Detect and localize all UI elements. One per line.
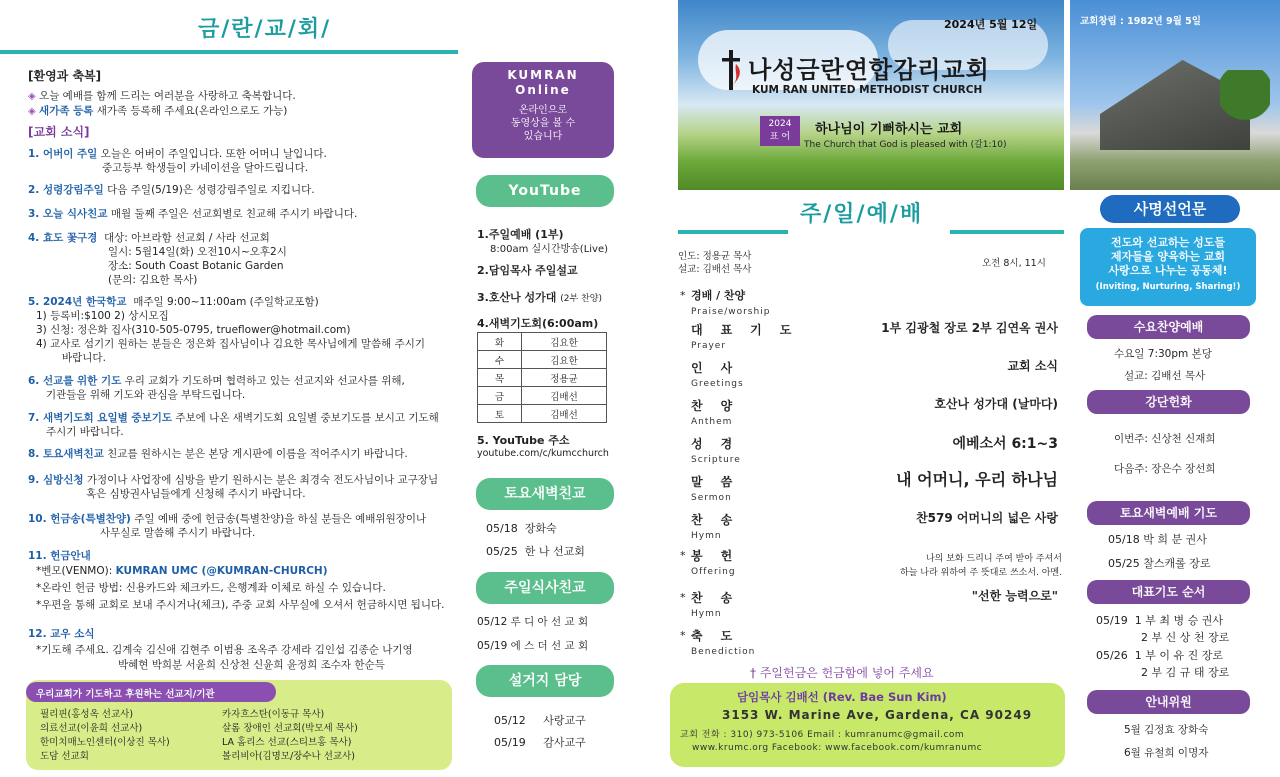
pulpit-this-week: 이번주: 신상천 신재희 [1114,433,1216,445]
worship-detail: 내 어머니, 우리 하나님 [896,470,1058,489]
news-4-text-3: 장소: South Coast Botanic Garden [108,260,284,272]
diamond-icon: ◈ [28,91,36,102]
youtube-pill[interactable]: YouTube [476,175,614,207]
offering-prayer-2: 하늘 나라 위하여 주 뜻대로 쓰소서. 아멘. [900,568,1062,578]
sat-dawn-1: 05/18 박 희 분 권사 [1108,533,1207,546]
rep-prayer-2b: 2 부 김 규 태 장로 [1141,666,1230,679]
worship-role-en: Praise/worship [691,307,771,317]
news-10-title: 10. 헌금송(특별찬양) [28,513,131,525]
news-5-text-3: 4) 교사로 섬기기 원하는 분들은 정은화 집사님이나 김요한 목사님에게 말씀해 주시기 [36,338,426,350]
news-9-text-2: 혹은 심방권사님들에게 신청해 주시기 바랍니다. [86,488,306,500]
news-4-text-2: 일시: 5월14일(화) 오전10시~오후2시 [108,246,287,258]
sat-1-date: 05/18 [486,522,518,535]
news-11-title: 11. 헌금안내 [28,550,91,562]
umc-logo-icon [718,50,746,90]
sat-dawn-prayer-pill: 토요새벽예배 기도 [1087,501,1250,525]
online-title: KUMRAN Online [507,68,579,97]
kumran-online-box[interactable] [472,62,614,158]
motto-en: The Church that God is pleased with (갈1:10) [804,140,1007,150]
news-2 [28,184,315,197]
rep-prayer-pill: 대표기도 순서 [1087,580,1250,604]
yt-5-url[interactable]: youtube.com/c/kumcchurch [477,448,609,459]
news-12-text-1: *기도해 주세요. 김계숙 김신애 김현주 이범용 조옥주 강세라 김인섭 김종순 나기영 [36,644,413,656]
yt-1: 1.주일예배 (1부) [477,228,564,241]
worship-role-en: Anthem [691,417,733,427]
rep-prayer-2a: 1 부 이 유 진 장로 [1134,649,1223,662]
online-text: 온라인으로 동영상을 볼 수 있습니다 [510,105,576,142]
worship-star: * [680,549,686,562]
worship-detail: 호산나 성가대 (날마다) [934,397,1058,411]
news-5-text-4: 바랍니다. [62,352,106,364]
news-8-title: 8. 토요새벽친교 [28,448,104,460]
news-9-title: 9. 심방신청 [28,474,84,486]
rep-prayer-1 [1096,612,1223,628]
news-1-text-2: 중고등부 학생들이 카네이션을 달아드립니다. [102,162,309,174]
new-family-label: 새가족 등록 [39,105,94,117]
news-7-text: 주보에 나온 새벽기도회 요일별 중보기도를 보시고 기도해 [175,412,439,424]
news-4-text-1: 대상: 아브라함 선교회 / 사라 선교회 [104,232,270,244]
yt-3-note: (2부 찬양) [560,294,602,304]
news-4-title: 4. 효도 꽃구경 [28,232,98,244]
news-11-venmo [36,565,328,578]
missions-left [40,708,170,764]
yt-3-text: 3.호산나 성가대 [477,291,557,304]
yt-3 [477,289,602,305]
welcome-text-2: 새가족 등록해 주세요(온라인으로도 가능) [96,105,288,117]
mission-org-item: LA 홈리스 선교(스티브홍 목사) [222,737,352,748]
dish-1 [494,712,586,728]
mission-statement-en: (Inviting, Nurturing, Sharing!) [1095,282,1241,292]
dawn-leader-cell: 김배선 [522,387,607,405]
dawn-day-cell: 화 [478,333,522,351]
dawn-table-row [478,333,607,351]
palm-tree-shape [1220,70,1270,180]
dawn-table-row [478,387,607,405]
news-12-title: 12. 교우 소식 [28,628,95,640]
usher-june: 6월 유철희 이명자 [1124,747,1209,759]
mission-org-item: 도담 선교회 [40,751,89,762]
dawn-leader-cell: 정용균 [522,369,607,387]
dawn-leader-cell: 김배선 [522,405,607,423]
pulpit-flower-pill: 강단헌화 [1087,390,1250,414]
worship-star: * [680,629,686,642]
mission-org-item: 카자흐스탄(이동규 목사) [222,709,325,720]
dawn-day-cell: 수 [478,351,522,369]
news-5-text-1: 1) 등록비:$100 2) 상시모집 [36,310,169,322]
news-12 [28,628,94,641]
dish-duty-pill: 설거지 담당 [476,665,614,697]
venmo-label: *벤모(VENMO): [36,565,116,577]
sat-1-name: 장화숙 [524,522,557,535]
worship-role: 봉헌 [691,549,751,563]
left-divider [0,50,458,54]
news-4 [28,232,270,245]
rep-prayer-1b: 2 부 신 상 천 장로 [1141,631,1230,644]
yt-5: 5. YouTube 주소 [477,434,570,447]
news-5 [28,296,319,309]
left-title: 금/란/교/회/ [198,17,332,42]
news-11 [28,550,91,563]
worship-star: * [680,289,686,302]
worship-leader: 인도: 정용균 목사 [678,251,752,262]
usher-pill: 안내위원 [1087,690,1250,714]
mission-statement-text: 전도와 선교하는 성도들 제자들을 양육하는 교회 사랑으로 나누는 공동체! [1108,236,1228,277]
address-line: 3153 W. Marine Ave, Gardena, CA 90249 [722,708,1033,722]
news-12-text-2: 박혜현 박희분 서윤희 신상천 신윤희 윤정희 조수자 한순득 [118,659,385,671]
worship-title: 주/일/예/배 [800,202,924,227]
news-7 [28,412,439,425]
worship-role: 축도 [691,629,751,643]
mission-org-item: 한미치매노인센터(이상진 목사) [40,737,170,748]
news-4-text-4: (문의: 김요한 목사) [108,274,198,286]
news-6-text-2: 기관들을 위해 기도와 관심을 부탁드립니다. [46,389,246,401]
church-name-kr: 나성금란연합감리교회 [748,56,990,84]
yt-2: 2.담임목사 주일설교 [477,264,578,277]
dawn-prayer-table [477,332,607,423]
wed-time: 수요일 7:30pm 본당 [1114,348,1212,360]
worship-detail: 1부 김광철 장로 2부 김연옥 권사 [881,321,1058,335]
news-6-text: 우리 교회가 기도하며 협력하고 있는 선교지와 선교사를 위해, [124,375,405,387]
rep-prayer-1-date: 05/19 [1096,614,1128,627]
worship-role: 대표기도 [691,323,810,337]
worship-role-en: Prayer [691,341,727,351]
venmo-account: KUMRAN UMC (@KUMRAN-CHURCH) [115,565,328,577]
news-8-text: 친교를 원하시는 분은 본당 게시판에 이름을 적어주시기 바랍니다. [107,448,408,460]
welcome-text-1: 오늘 예배를 함께 드리는 여러분을 사랑하고 축복합니다. [39,90,296,102]
worship-preacher: 설교: 김배선 목사 [678,264,752,275]
worship-role-en: Hymn [691,609,722,619]
worship-role: 성경 [691,437,751,451]
worship-role: 찬송 [691,513,751,527]
sat-2-date: 05/25 [486,545,518,558]
welcome-line-2 [28,105,287,118]
dawn-leader-cell: 김요한 [522,333,607,351]
news-9-text: 가정이나 사업장에 심방을 받기 원하시는 분은 최경숙 전도사님이나 교구장님 [86,474,439,486]
church-name-en: KUM RAN UNITED METHODIST CHURCH [752,84,983,96]
worship-role-en: Hymn [691,531,722,541]
dawn-day-cell: 토 [478,405,522,423]
dish-2-name: 감사교구 [543,736,586,749]
dawn-table-row [478,369,607,387]
worship-detail: 에베소서 6:1~3 [952,436,1058,452]
news-7-text-2: 주시기 바랍니다. [46,426,124,438]
dawn-day-cell: 목 [478,369,522,387]
worship-role-en: Greetings [691,379,744,389]
news-heading: [교회 소식] [28,125,90,139]
mission-statement-pill: 사명선언문 [1100,195,1240,223]
news-2-text: 다음 주일(5/19)은 성령강림주일로 지킵니다. [107,184,315,196]
rep-prayer-2 [1096,647,1223,663]
worship-role-en: Benediction [691,647,756,657]
news-3-title: 3. 오늘 식사친교 [28,208,108,220]
phone-line: 교회 전화 : 310) 973-5106 Email : kumranumc@gmail.com [680,730,965,740]
dish-2 [494,734,586,750]
news-5-title: 5. 2024년 한국학교 [28,296,127,308]
worship-role: 찬양 [691,399,751,413]
motto-kr: 하나님이 기뻐하시는 교회 [815,122,963,137]
news-7-title: 7. 새벽기도회 요일별 중보기도 [28,412,172,424]
news-10-text-2: 사무실로 말씀해 주시기 바랍니다. [100,527,256,539]
year-badge: 2024 표 어 [760,116,800,146]
news-9 [28,474,438,487]
sat-2-name: 한 나 선교회 [524,545,585,558]
worship-detail: 찬579 어머니의 넓은 사랑 [916,511,1058,525]
news-6-title: 6. 선교를 위한 기도 [28,375,122,387]
news-3-text: 매월 둘째 주일은 선교회별로 친교해 주시기 바랍니다. [110,208,358,220]
rep-prayer-1a: 1 부 최 병 승 권사 [1134,614,1223,627]
worship-times: 오전 8시, 11시 [982,258,1046,269]
news-2-title: 2. 성령강림주일 [28,184,104,196]
news-1-title: 1. 어버이 주일 [28,148,98,160]
dish-1-date: 05/12 [494,714,526,727]
mission-org-item: 살롬 장애인 선교회(박모세 목사) [222,723,358,734]
meal-2: 05/19 에 스 더 선 교 회 [477,640,589,652]
news-3 [28,208,357,221]
offering-prayer-1: 나의 보화 드리니 주여 받아 주셔서 [925,554,1062,564]
mission-support-header: 우리교회가 기도하고 후원하는 선교지/기관 [26,682,276,702]
worship-detail: "선한 능력으로" [971,589,1058,603]
news-1-text: 오늘은 어버이 주일입니다. 또한 어머니 날입니다. [100,148,327,160]
dawn-table-row [478,405,607,423]
dawn-day-cell: 금 [478,387,522,405]
diamond-icon: ◈ [28,106,36,117]
dawn-table-row [478,351,607,369]
welcome-line-1 [28,90,296,103]
sat-dawn-2: 05/25 찰스캐롤 장로 [1108,557,1211,570]
worship-role: 찬송 [691,591,751,605]
worship-role-en: Offering [691,567,736,577]
dish-2-date: 05/19 [494,736,526,749]
founded-date: 교회창립 : 1982년 9월 5일 [1080,16,1201,27]
worship-detail: 교회 소식 [1007,359,1058,373]
wed-service-pill: 수요찬양예배 [1087,315,1250,339]
worship-role-en: Scripture [691,455,741,465]
usher-may: 5월 김정효 장화숙 [1124,724,1209,736]
wed-preacher: 설교: 김배선 목사 [1124,370,1206,382]
worship-role: 말씀 [691,475,751,489]
mission-org-item: 의료선교(이윤희 선교사) [40,723,143,734]
rep-prayer-2-date: 05/26 [1096,649,1128,662]
offering-notice: † 주일헌금은 헌금함에 넣어 주세요 [750,666,934,680]
yt-4: 4.새벽기도회(6:00am) [477,317,599,330]
bulletin-date: 2024년 5월 12일 [944,18,1038,31]
worship-divider-left [678,230,788,234]
sat-fellowship-pill: 토요새벽친교 [476,478,614,510]
news-8 [28,448,408,461]
news-10-text: 주일 예배 중에 헌금송(특별찬양)을 하실 분들은 예배위원장이나 [134,513,427,525]
dawn-leader-cell: 김요한 [522,351,607,369]
sat-fellowship-1 [486,520,557,536]
mission-org-item: 볼리비아(김명모/장수나 선교사) [222,751,355,762]
news-5-text-2: 3) 신청: 정은화 집사(310-505-0795, trueflower@hotmail.com) [36,324,351,336]
news-11-text-3: *우편을 통해 교회로 보내 주시거나(체크), 주중 교회 사무실에 오셔서 헌금하시면 됩니다. [36,599,445,611]
mission-org-item: 필리핀(홍성옥 선교사) [40,709,134,720]
pulpit-next-week: 다음주: 장은수 장선희 [1114,463,1216,475]
worship-role: 인사 [691,361,751,375]
news-5-text: 매주일 9:00~11:00am (주일학교포함) [133,296,319,308]
worship-divider-right [950,230,1064,234]
pastor-line: 담임목사 김배선 (Rev. Bae Sun Kim) [737,690,947,704]
meal-fellowship-pill: 주일식사친교 [476,572,614,604]
worship-role-en: Sermon [691,493,732,503]
church-building-photo [1070,0,1280,190]
news-11-text-2: *온라인 헌금 방법: 신용카드와 체크카드, 은행계좌 이체로 하실 수 있습니다. [36,582,386,594]
mission-statement-box [1080,228,1256,306]
meal-1: 05/12 루 디 아 선 교 회 [477,616,589,628]
news-10 [28,513,426,526]
worship-star: * [680,591,686,604]
sat-fellowship-2 [486,543,585,559]
welcome-heading: [환영과 축복] [28,69,102,83]
dish-1-name: 사랑교구 [543,714,586,727]
web-line[interactable]: www.krumc.org Facebook: www.facebook.com/kumranumc [692,743,983,753]
news-1 [28,148,327,161]
missions-right [222,708,358,764]
worship-role: 경배 / 찬양 [691,289,746,302]
yt-1b: 8:00am 실시간방송(Live) [490,244,609,255]
news-6 [28,375,405,388]
